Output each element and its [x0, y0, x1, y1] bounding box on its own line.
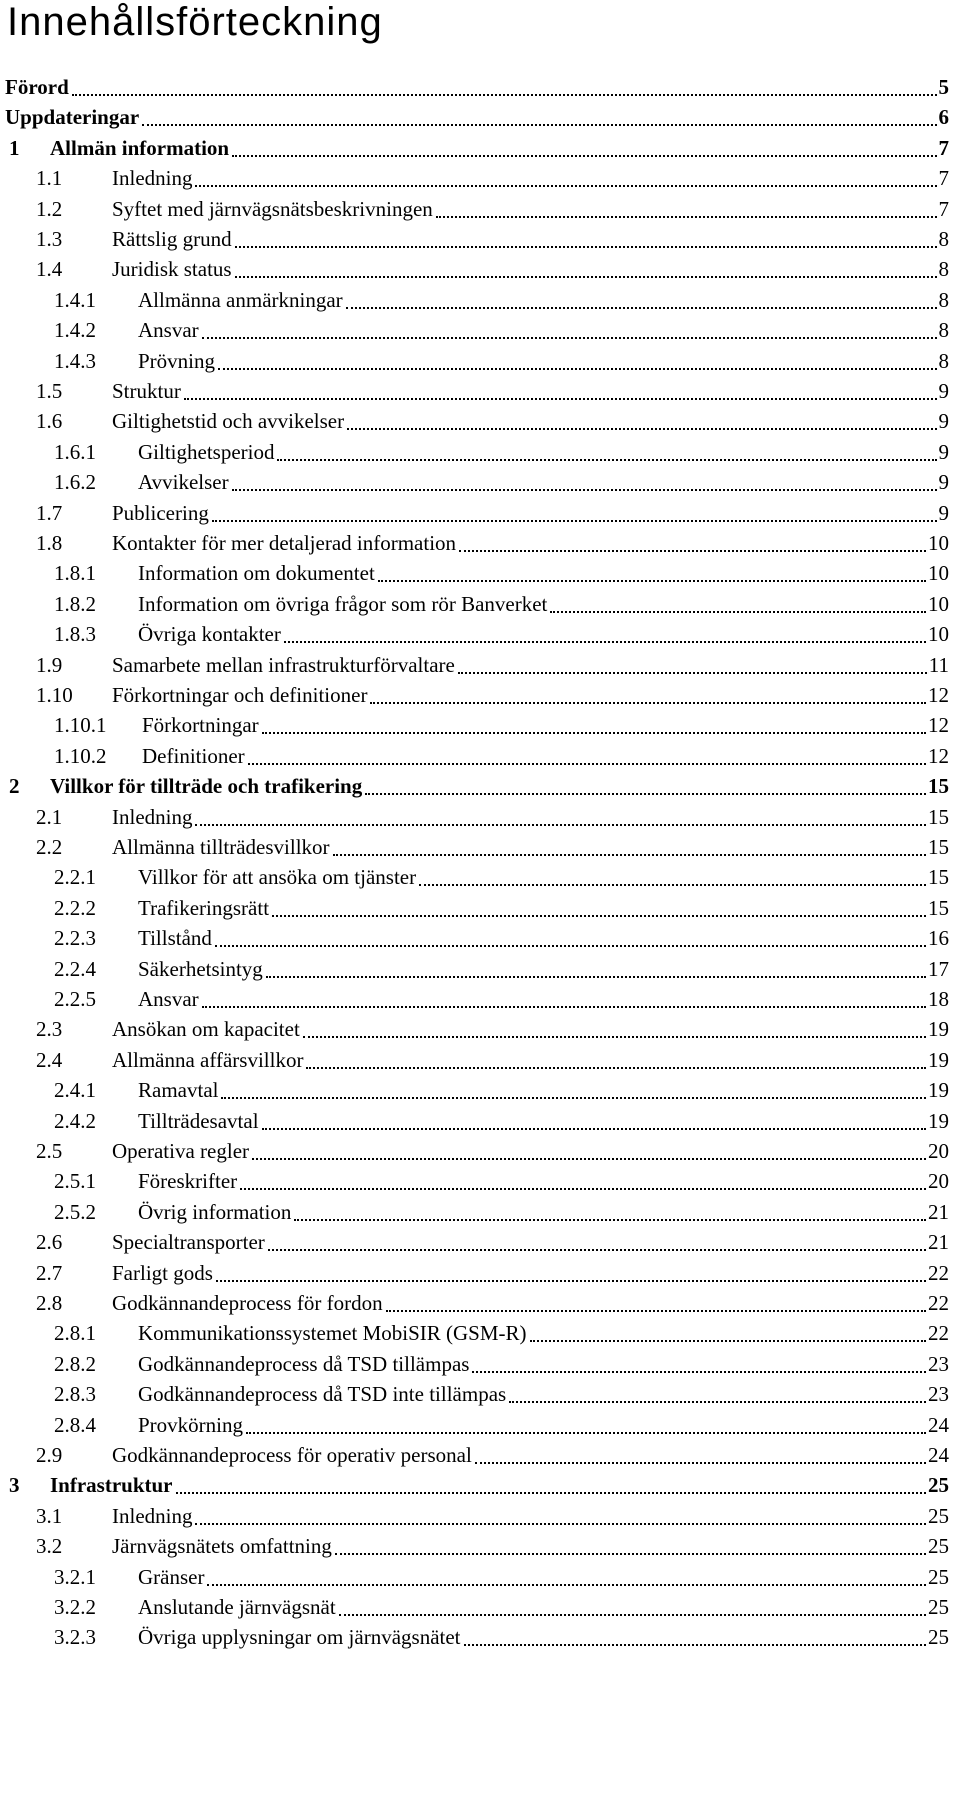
toc-entry-title: Ramavtal: [138, 1078, 219, 1102]
toc-entry[interactable]: [0, 1288, 960, 1318]
toc-entry-number: 2.9: [36, 1443, 63, 1467]
toc-entry[interactable]: [0, 254, 960, 284]
toc-entry-page: 20: [928, 1169, 949, 1193]
toc-entry-page: 15: [928, 865, 949, 889]
toc-entry-number: 1.8.3: [54, 622, 96, 646]
toc-entry-title: Uppdateringar: [5, 105, 140, 129]
toc-entry-title: Godkännandeprocess då TSD inte tillämpas: [138, 1382, 507, 1406]
dot-leader: [294, 1197, 926, 1221]
dot-leader: [248, 741, 926, 765]
toc-entry-number: 1.4.1: [54, 288, 96, 312]
toc-entry-title: Förord: [5, 75, 69, 99]
dot-leader: [240, 1166, 926, 1190]
toc-entry-page: 10: [928, 592, 949, 616]
toc-entry-title: Inledning: [112, 166, 193, 190]
toc-entry-page: 24: [928, 1413, 949, 1437]
toc-entry-title: Allmänna anmärkningar: [138, 288, 343, 312]
toc-entry-number: 2.2.2: [54, 896, 96, 920]
toc-entry-title: Syftet med järnvägsnätsbeskrivningen: [112, 197, 433, 221]
toc-entry-title: Gränser: [138, 1565, 205, 1589]
toc-entry-page: 10: [928, 561, 949, 585]
toc-entry-page: 19: [928, 1017, 949, 1041]
toc-entry-title: Farligt gods: [112, 1261, 213, 1285]
toc-entry-number: 2.3: [36, 1017, 63, 1041]
dot-leader: [458, 650, 927, 674]
toc-entry-title: Publicering: [112, 501, 209, 525]
toc-entry-title: Tillträdesavtal: [138, 1109, 259, 1133]
toc-entry-page: 5: [938, 75, 949, 99]
toc-entry[interactable]: [0, 589, 960, 619]
toc-entry-page: 7: [938, 197, 949, 221]
toc-entry[interactable]: [0, 315, 960, 345]
toc-entry-number: 1.1: [36, 166, 63, 190]
toc-entry-number: 1.8.2: [54, 592, 96, 616]
dot-leader: [202, 984, 926, 1008]
toc-entry-number: 1.6.1: [54, 440, 96, 464]
toc-entry[interactable]: [0, 528, 960, 558]
toc-entry[interactable]: [0, 619, 960, 649]
toc-entry-title: Infrastruktur: [50, 1473, 173, 1497]
dot-leader: [252, 1136, 926, 1160]
toc-entry[interactable]: [0, 893, 960, 923]
dot-leader: [72, 72, 937, 96]
toc-entry-page: 12: [928, 744, 949, 768]
toc-entry-page: 16: [928, 926, 949, 950]
toc-entry[interactable]: [0, 1045, 960, 1075]
toc-entry-title: Juridisk status: [112, 257, 232, 281]
toc-entry-number: 2.7: [36, 1261, 63, 1285]
toc-entry-page: 12: [928, 683, 949, 707]
toc-entry-number: 3.1: [36, 1504, 63, 1528]
dot-leader: [509, 1379, 926, 1403]
toc-entry-number: 1.7: [36, 501, 63, 525]
dot-leader: [221, 1075, 926, 1099]
dot-leader: [262, 1106, 926, 1130]
toc-entry[interactable]: [0, 1136, 960, 1166]
toc-entry-number: 1.4.2: [54, 318, 96, 342]
toc-entry-page: 7: [938, 166, 949, 190]
toc-entry-number: 2.2.4: [54, 957, 96, 981]
page-title: Innehållsförteckning: [7, 0, 383, 44]
toc-entry-number: 1.6: [36, 409, 63, 433]
toc-entry[interactable]: [0, 346, 960, 376]
dot-leader: [218, 346, 936, 370]
toc-entry-page: 8: [938, 349, 949, 373]
toc-entry-number: 1.10: [36, 683, 73, 707]
toc-entry-title: Allmänna tillträdesvillkor: [112, 835, 330, 859]
toc-entry[interactable]: [0, 710, 960, 740]
toc-entry[interactable]: [0, 1318, 960, 1348]
dot-leader: [303, 1014, 926, 1038]
toc-entry[interactable]: [0, 862, 960, 892]
dot-leader: [306, 1045, 926, 1069]
dot-leader: [268, 1227, 926, 1251]
dot-leader: [215, 923, 926, 947]
toc-entry-title: Prövning: [138, 349, 216, 373]
toc-entry-number: 1.10.1: [54, 713, 107, 737]
dot-leader: [184, 376, 937, 400]
dot-leader: [216, 1258, 926, 1282]
toc-entry-number: 2.5: [36, 1139, 63, 1163]
toc-entry-number: 2.8.1: [54, 1321, 96, 1345]
toc-entry-number: 3.2.3: [54, 1625, 96, 1649]
dot-leader: [195, 802, 926, 826]
toc-entry-page: 22: [928, 1321, 949, 1345]
toc-entry-title: Villkor för tillträde och trafikering: [50, 774, 363, 798]
toc-entry-number: 1.2: [36, 197, 63, 221]
toc-entry-number: 2.5.1: [54, 1169, 96, 1193]
toc-entry-number: 1.10.2: [54, 744, 107, 768]
toc-entry-title: Anslutande järnvägsnät: [138, 1595, 336, 1619]
toc-entry[interactable]: [0, 1470, 960, 1500]
toc-entry-page: 25: [928, 1565, 949, 1589]
toc-entry-title: Järnvägsnätets omfattning: [112, 1534, 332, 1558]
dot-leader: [277, 437, 936, 461]
toc-entry-number: 1.4: [36, 257, 63, 281]
toc-entry-number: 3.2: [36, 1534, 63, 1558]
toc-entry-page: 22: [928, 1291, 949, 1315]
toc-entry-number: 1.5: [36, 379, 63, 403]
toc-entry-number: 2.4: [36, 1048, 63, 1072]
toc-entry-title: Samarbete mellan infrastrukturförvaltare: [112, 653, 455, 677]
toc-entry-title: Provkörning: [138, 1413, 243, 1437]
dot-leader: [370, 680, 926, 704]
toc-entry[interactable]: [0, 437, 960, 467]
toc-entry[interactable]: [0, 802, 960, 832]
toc-entry-title: Godkännandeprocess för operativ personal: [112, 1443, 472, 1467]
toc-entry[interactable]: [0, 1197, 960, 1227]
toc-entry-title: Villkor för att ansöka om tjänster: [138, 865, 417, 889]
toc-entry[interactable]: [0, 285, 960, 315]
toc-entry-page: 21: [928, 1230, 949, 1254]
toc-entry-page: 20: [928, 1139, 949, 1163]
toc-entry-page: 25: [928, 1504, 949, 1528]
toc-entry[interactable]: [0, 558, 960, 588]
toc-entry-number: 1.3: [36, 227, 63, 251]
toc-entry-number: 2.8.2: [54, 1352, 96, 1376]
toc-entry[interactable]: [0, 954, 960, 984]
dot-leader: [335, 1531, 926, 1555]
toc-entry-number: 2.8.4: [54, 1413, 96, 1437]
dot-leader: [284, 619, 926, 643]
dot-leader: [365, 771, 926, 795]
toc-entry-title: Ansvar: [138, 987, 199, 1011]
dot-leader: [202, 315, 937, 339]
toc-entry-number: 2.5.2: [54, 1200, 96, 1224]
dot-leader: [142, 102, 936, 126]
toc-entry-page: 24: [928, 1443, 949, 1467]
toc-entry[interactable]: [0, 1379, 960, 1409]
toc-entry-page: 19: [928, 1048, 949, 1072]
toc-entry-title: Kommunikationssystemet MobiSIR (GSM-R): [138, 1321, 527, 1345]
toc-entry[interactable]: [0, 984, 960, 1014]
toc-entry[interactable]: [0, 1622, 960, 1652]
toc-entry[interactable]: [0, 923, 960, 953]
toc-entry-title: Allmän information: [50, 136, 230, 160]
toc-entry[interactable]: [0, 1440, 960, 1470]
toc-entry-title: Övriga upplysningar om järnvägsnätet: [138, 1625, 461, 1649]
dot-leader: [530, 1318, 926, 1342]
toc-entry[interactable]: [0, 1562, 960, 1592]
toc-entry[interactable]: [0, 102, 960, 132]
toc-entry-title: Godkännandeprocess då TSD tillämpas: [138, 1352, 470, 1376]
toc-entry-title: Övrig information: [138, 1200, 292, 1224]
toc-entry-page: 18: [928, 987, 949, 1011]
toc-entry-title: Ansvar: [138, 318, 199, 342]
toc-entry[interactable]: [0, 133, 960, 163]
toc-entry-page: 9: [938, 440, 949, 464]
toc-entry-title: Säkerhetsintyg: [138, 957, 263, 981]
toc-entry-page: 9: [938, 470, 949, 494]
dot-leader: [378, 558, 926, 582]
dot-leader: [235, 254, 937, 278]
toc-entry-title: Förkortningar och definitioner: [112, 683, 368, 707]
toc-entry-page: 23: [928, 1382, 949, 1406]
toc-entry[interactable]: [0, 1106, 960, 1136]
toc-entry-page: 25: [928, 1473, 949, 1497]
toc-entry-page: 6: [938, 105, 949, 129]
toc-entry-title: Avvikelser: [138, 470, 229, 494]
toc-entry-title: Information om dokumentet: [138, 561, 375, 585]
dot-leader: [272, 893, 926, 917]
dot-leader: [339, 1592, 926, 1616]
toc-entry-page: 25: [928, 1595, 949, 1619]
dot-leader: [347, 406, 936, 430]
dot-leader: [459, 528, 926, 552]
toc-entry-number: 2.1: [36, 805, 63, 829]
toc-entry-page: 11: [928, 653, 949, 677]
toc-entry-title: Specialtransporter: [112, 1230, 265, 1254]
toc-entry-number: 3.2.1: [54, 1565, 96, 1589]
toc-entry-page: 8: [938, 288, 949, 312]
toc-entry-title: Operativa regler: [112, 1139, 250, 1163]
toc-entry-number: 1.8.1: [54, 561, 96, 585]
dot-leader: [212, 498, 937, 522]
toc-entry[interactable]: [0, 224, 960, 254]
toc-entry-page: 25: [928, 1625, 949, 1649]
toc-entry-title: Definitioner: [142, 744, 245, 768]
dot-leader: [464, 1622, 926, 1646]
toc-entry-page: 21: [928, 1200, 949, 1224]
dot-leader: [232, 467, 937, 491]
toc-entry-page: 23: [928, 1352, 949, 1376]
toc-entry-title: Trafikeringsrätt: [138, 896, 270, 920]
toc-entry-number: 1.4.3: [54, 349, 96, 373]
toc-entry[interactable]: [0, 163, 960, 193]
toc-entry-number: 1.8: [36, 531, 63, 555]
toc-entry-title: Förkortningar: [142, 713, 259, 737]
toc-entry-page: 9: [938, 379, 949, 403]
toc-entry-page: 15: [928, 805, 949, 829]
dot-leader: [195, 163, 936, 187]
toc-entry[interactable]: [0, 1227, 960, 1257]
toc-entry-page: 22: [928, 1261, 949, 1285]
dot-leader: [550, 589, 926, 613]
toc-entry-number: 2.2.3: [54, 926, 96, 950]
toc-entry-title: Godkännandeprocess för fordon: [112, 1291, 383, 1315]
dot-leader: [246, 1410, 926, 1434]
toc-entry-number: 2.4.2: [54, 1109, 96, 1133]
toc-entry[interactable]: [0, 1258, 960, 1288]
toc-entry[interactable]: [0, 680, 960, 710]
toc-entry-title: Övriga kontakter: [138, 622, 281, 646]
toc-entry-page: 9: [938, 409, 949, 433]
toc-entry-number: 3: [9, 1473, 20, 1497]
toc-entry[interactable]: [0, 376, 960, 406]
toc-entry[interactable]: [0, 1166, 960, 1196]
toc-entry-page: 9: [938, 501, 949, 525]
toc-entry[interactable]: [0, 741, 960, 771]
dot-leader: [346, 285, 937, 309]
toc-entry-title: Kontakter för mer detaljerad information: [112, 531, 457, 555]
toc-entry-page: 7: [938, 136, 949, 160]
toc-entry-page: 10: [928, 622, 949, 646]
toc-entry-page: 19: [928, 1109, 949, 1133]
toc-entry[interactable]: [0, 498, 960, 528]
toc-entry-title: Inledning: [112, 805, 193, 829]
toc-entry-number: 1.9: [36, 653, 63, 677]
toc-entry-page: 10: [928, 531, 949, 555]
toc-entry-page: 25: [928, 1534, 949, 1558]
dot-leader: [333, 832, 926, 856]
toc-entry-title: Allmänna affärsvillkor: [112, 1048, 304, 1072]
dot-leader: [207, 1562, 926, 1586]
toc-entry-number: 2.2: [36, 835, 63, 859]
toc-entry-page: 17: [928, 957, 949, 981]
toc-entry[interactable]: [0, 1014, 960, 1044]
toc-entry-page: 8: [938, 257, 949, 281]
dot-leader: [266, 954, 926, 978]
dot-leader: [176, 1470, 926, 1494]
toc-entry-number: 2.2.1: [54, 865, 96, 889]
toc-entry-page: 12: [928, 713, 949, 737]
toc-entry-number: 2.6: [36, 1230, 63, 1254]
toc-entry[interactable]: [0, 771, 960, 801]
toc-entry[interactable]: [0, 1501, 960, 1531]
toc-entry-page: 15: [928, 774, 949, 798]
toc-entry[interactable]: [0, 1075, 960, 1105]
toc-entry-number: 1: [9, 136, 20, 160]
toc-entry-number: 2.2.5: [54, 987, 96, 1011]
toc-entry-number: 2.8.3: [54, 1382, 96, 1406]
dot-leader: [436, 194, 937, 218]
dot-leader: [195, 1501, 926, 1525]
toc-entry[interactable]: [0, 1410, 960, 1440]
toc-entry-title: Tillstånd: [138, 926, 212, 950]
toc-entry-number: 2: [9, 774, 20, 798]
toc-entry-number: 2.4.1: [54, 1078, 96, 1102]
dot-leader: [475, 1440, 926, 1464]
toc-entry-title: Struktur: [112, 379, 181, 403]
toc-entry[interactable]: [0, 467, 960, 497]
toc-entry-title: Rättslig grund: [112, 227, 232, 251]
toc-entry[interactable]: [0, 1531, 960, 1561]
dot-leader: [232, 133, 936, 157]
toc-entry-page: 8: [938, 318, 949, 342]
dot-leader: [235, 224, 937, 248]
toc-entry-title: Giltighetsperiod: [138, 440, 275, 464]
dot-leader: [262, 710, 926, 734]
toc-entry-page: 15: [928, 835, 949, 859]
toc-entry-number: 3.2.2: [54, 1595, 96, 1619]
toc-entry-title: Information om övriga frågor som rör Banverket: [138, 592, 548, 616]
toc-entry[interactable]: [0, 1592, 960, 1622]
toc-entry-title: Ansökan om kapacitet: [112, 1017, 300, 1041]
toc-entry-title: Föreskrifter: [138, 1169, 238, 1193]
toc-entry-page: 8: [938, 227, 949, 251]
toc-entry-number: 1.6.2: [54, 470, 96, 494]
toc-entry[interactable]: [0, 72, 960, 102]
dot-leader: [419, 862, 926, 886]
toc-entry-title: Giltighetstid och avvikelser: [112, 409, 345, 433]
toc-entry[interactable]: [0, 832, 960, 862]
dot-leader: [386, 1288, 926, 1312]
toc-entry[interactable]: [0, 1349, 960, 1379]
toc-entry-page: 15: [928, 896, 949, 920]
toc-entry-title: Inledning: [112, 1504, 193, 1528]
toc-entry[interactable]: [0, 406, 960, 436]
toc-entry[interactable]: [0, 194, 960, 224]
toc-entry-page: 19: [928, 1078, 949, 1102]
toc-entry-number: 2.8: [36, 1291, 63, 1315]
dot-leader: [472, 1349, 926, 1373]
toc-entry[interactable]: [0, 650, 960, 680]
